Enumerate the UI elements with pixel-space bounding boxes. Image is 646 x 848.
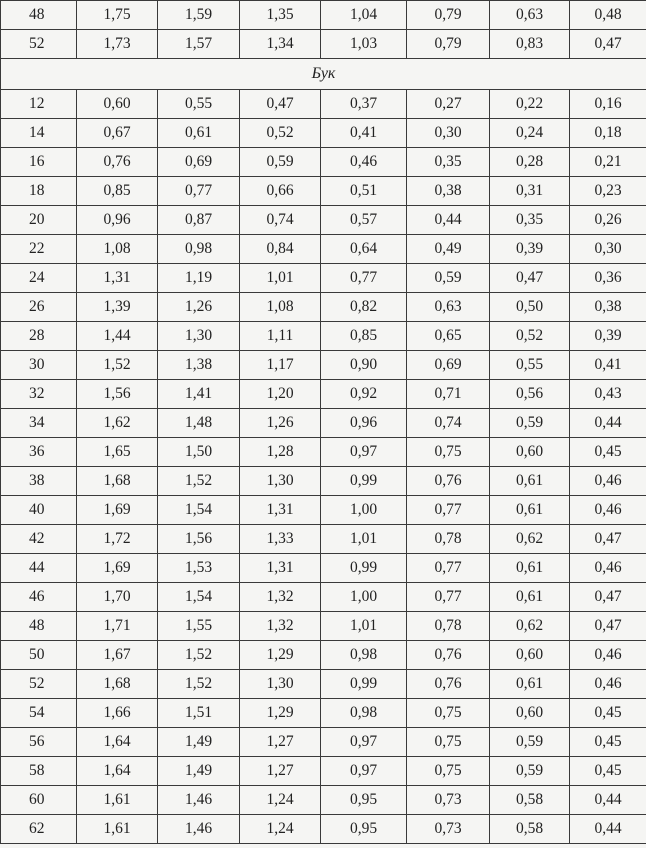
table-cell: 1,30: [158, 322, 240, 351]
table-cell: 0,21: [570, 148, 646, 177]
table-cell: 1,19: [158, 264, 240, 293]
table-cell: 48: [1, 1, 77, 30]
table-row: [1, 293, 646, 322]
table-cell: 0,77: [407, 583, 490, 612]
table-row: [1, 786, 646, 815]
table-cell: 0,37: [321, 90, 407, 119]
table-cell: 30: [1, 351, 77, 380]
table-cell: 0,90: [321, 351, 407, 380]
table-cell: 1,38: [158, 351, 240, 380]
table-cell: 1,35: [240, 1, 321, 30]
table-cell: 0,71: [407, 380, 490, 409]
table-cell: 0,26: [570, 206, 646, 235]
table-cell: 0,75: [407, 438, 490, 467]
table-cell: 1,00: [321, 496, 407, 525]
table-cell: 0,31: [490, 177, 570, 206]
table-cell: 0,66: [240, 177, 321, 206]
table-cell: 1,64: [77, 757, 158, 786]
table-cell: 1,27: [240, 728, 321, 757]
table-cell: 22: [1, 235, 77, 264]
table-cell: 0,56: [490, 380, 570, 409]
table-cell: 0,50: [490, 293, 570, 322]
table-cell: 0,62: [490, 612, 570, 641]
table-cell: 0,60: [490, 699, 570, 728]
table-cell: 0,67: [77, 119, 158, 148]
table-cell: 1,31: [240, 496, 321, 525]
table-cell: 1,41: [158, 380, 240, 409]
table-cell: 24: [1, 264, 77, 293]
table-cell: 0,76: [407, 641, 490, 670]
table-cell: 1,61: [77, 786, 158, 815]
table-cell: 0,30: [407, 119, 490, 148]
table-cell: 0,99: [321, 554, 407, 583]
table-cell: 0,61: [490, 496, 570, 525]
table-cell: 1,62: [77, 409, 158, 438]
table-cell: 0,75: [407, 728, 490, 757]
table-cell: 0,97: [321, 757, 407, 786]
table-row: [1, 438, 646, 467]
table-row: [1, 264, 646, 293]
table-cell: 42: [1, 525, 77, 554]
table-row: [1, 177, 646, 206]
table-cell: 0,16: [570, 90, 646, 119]
table-cell: 1,01: [321, 525, 407, 554]
table-cell: 0,44: [570, 409, 646, 438]
table-cell: 1,26: [240, 409, 321, 438]
table-cell: 12: [1, 90, 77, 119]
table-cell: 1,29: [240, 641, 321, 670]
table-cell: 0,77: [321, 264, 407, 293]
table-cell: 0,76: [407, 467, 490, 496]
table-cell: 0,23: [570, 177, 646, 206]
table-body: [1, 1, 646, 844]
table-cell: 0,61: [490, 554, 570, 583]
table-cell: 0,57: [321, 206, 407, 235]
table-cell: 0,47: [570, 30, 646, 59]
table-cell: 0,98: [158, 235, 240, 264]
table-cell: 0,46: [570, 467, 646, 496]
table-row: [1, 90, 646, 119]
table-cell: 1,72: [77, 525, 158, 554]
table-cell: 0,61: [490, 467, 570, 496]
table-row: [1, 235, 646, 264]
table-cell: 1,71: [77, 612, 158, 641]
table-cell: 0,49: [407, 235, 490, 264]
table-cell: 1,75: [77, 1, 158, 30]
table-cell: 0,35: [490, 206, 570, 235]
table-cell: 0,85: [321, 322, 407, 351]
table-cell: 0,95: [321, 786, 407, 815]
table-cell: 1,48: [158, 409, 240, 438]
table-cell: 0,55: [158, 90, 240, 119]
table-cell: 18: [1, 177, 77, 206]
table-cell: 1,68: [77, 467, 158, 496]
table-cell: 0,74: [407, 409, 490, 438]
table-cell: 58: [1, 757, 77, 786]
table-cell: 0,97: [321, 728, 407, 757]
table-row: [1, 30, 646, 59]
table-cell: 46: [1, 583, 77, 612]
table-row: [1, 148, 646, 177]
table-cell: 0,59: [490, 757, 570, 786]
table-cell: 0,76: [77, 148, 158, 177]
table-cell: 0,36: [570, 264, 646, 293]
table-cell: 0,98: [321, 641, 407, 670]
table-cell: 1,52: [158, 467, 240, 496]
table-row: [1, 670, 646, 699]
table-cell: 0,79: [407, 1, 490, 30]
table-cell: 0,92: [321, 380, 407, 409]
table-row: [1, 641, 646, 670]
table-cell: 1,46: [158, 786, 240, 815]
table-cell: 0,84: [240, 235, 321, 264]
table-row: [1, 322, 646, 351]
table-cell: 1,54: [158, 496, 240, 525]
table-cell: 0,60: [490, 641, 570, 670]
table-cell: 0,45: [570, 728, 646, 757]
table-cell: 1,46: [158, 815, 240, 844]
table-cell: 0,27: [407, 90, 490, 119]
table-cell: 0,47: [570, 525, 646, 554]
table-cell: 1,04: [321, 1, 407, 30]
table-cell: 1,61: [77, 815, 158, 844]
table-row: [1, 757, 646, 786]
table-cell: 0,99: [321, 670, 407, 699]
table-cell: 1,26: [158, 293, 240, 322]
table-cell: 1,28: [240, 438, 321, 467]
table-cell: 1,49: [158, 728, 240, 757]
table-cell: 1,32: [240, 612, 321, 641]
table-cell: 1,29: [240, 699, 321, 728]
table-cell: 1,01: [240, 264, 321, 293]
table-cell: 0,62: [490, 525, 570, 554]
table-cell: 1,11: [240, 322, 321, 351]
table-cell: 1,52: [158, 670, 240, 699]
table-cell: 1,55: [158, 612, 240, 641]
table-cell: 1,57: [158, 30, 240, 59]
table-row: [1, 1, 646, 30]
table-cell: 1,52: [77, 351, 158, 380]
table-row: [1, 409, 646, 438]
table-cell: 0,77: [158, 177, 240, 206]
table-row: [1, 525, 646, 554]
table-cell: 26: [1, 293, 77, 322]
table-cell: 0,45: [570, 757, 646, 786]
table-cell: 1,49: [158, 757, 240, 786]
table-row: [1, 351, 646, 380]
table-cell: 20: [1, 206, 77, 235]
table-cell: 32: [1, 380, 77, 409]
table-cell: 0,76: [407, 670, 490, 699]
table-cell: 0,60: [77, 90, 158, 119]
table-cell: 52: [1, 670, 77, 699]
table-cell: 14: [1, 119, 77, 148]
table-cell: 1,27: [240, 757, 321, 786]
table-cell: 1,24: [240, 786, 321, 815]
table-row: [1, 699, 646, 728]
table-cell: 0,73: [407, 786, 490, 815]
table-cell: 0,58: [490, 786, 570, 815]
table-cell: 1,30: [240, 467, 321, 496]
table-cell: 0,59: [407, 264, 490, 293]
table-cell: 1,30: [240, 670, 321, 699]
table-cell: 0,63: [407, 293, 490, 322]
table-cell: 0,77: [407, 554, 490, 583]
table-cell: 1,51: [158, 699, 240, 728]
table-cell: 0,38: [570, 293, 646, 322]
table-cell: 1,20: [240, 380, 321, 409]
table-cell: 0,65: [407, 322, 490, 351]
table-cell: 0,95: [321, 815, 407, 844]
table-cell: 36: [1, 438, 77, 467]
table-cell: 0,41: [321, 119, 407, 148]
table-cell: 0,44: [570, 815, 646, 844]
table-cell: 0,55: [490, 351, 570, 380]
table-cell: 0,69: [158, 148, 240, 177]
table-cell: 1,56: [77, 380, 158, 409]
table-cell: 0,83: [490, 30, 570, 59]
table-row: [1, 554, 646, 583]
table-cell: 1,59: [158, 1, 240, 30]
table-cell: 0,30: [570, 235, 646, 264]
table-cell: 0,47: [570, 583, 646, 612]
table-cell: 0,45: [570, 699, 646, 728]
table-cell: 0,44: [570, 786, 646, 815]
table-cell: 0,78: [407, 525, 490, 554]
table-cell: 0,46: [570, 554, 646, 583]
table-cell: 0,52: [240, 119, 321, 148]
table-cell: 1,70: [77, 583, 158, 612]
table-cell: 0,39: [490, 235, 570, 264]
table-row: [1, 380, 646, 409]
table-cell: 0,61: [158, 119, 240, 148]
table-cell: 0,79: [407, 30, 490, 59]
table-cell: 34: [1, 409, 77, 438]
table-cell: 1,56: [158, 525, 240, 554]
table-cell: 1,01: [321, 612, 407, 641]
table-cell: 0,58: [490, 815, 570, 844]
table-cell: 0,61: [490, 583, 570, 612]
table-cell: 0,46: [570, 496, 646, 525]
table-cell: 0,78: [407, 612, 490, 641]
table-cell: 52: [1, 30, 77, 59]
table-cell: 0,98: [321, 699, 407, 728]
table-cell: 1,08: [77, 235, 158, 264]
table-cell: 0,82: [321, 293, 407, 322]
table-cell: 1,69: [77, 496, 158, 525]
table-cell: 0,73: [407, 815, 490, 844]
table-cell: 28: [1, 322, 77, 351]
table-cell: 50: [1, 641, 77, 670]
table-cell: 40: [1, 496, 77, 525]
table-cell: 0,46: [321, 148, 407, 177]
table-cell: 0,77: [407, 496, 490, 525]
table-cell: 1,17: [240, 351, 321, 380]
table-cell: 0,47: [570, 612, 646, 641]
table-cell: 0,69: [407, 351, 490, 380]
table-cell: 56: [1, 728, 77, 757]
table-cell: 0,75: [407, 699, 490, 728]
table-cell: 0,96: [321, 409, 407, 438]
table-cell: 1,39: [77, 293, 158, 322]
table-cell: 1,73: [77, 30, 158, 59]
table-cell: 0,46: [570, 670, 646, 699]
table-cell: 0,97: [321, 438, 407, 467]
table-cell: 0,51: [321, 177, 407, 206]
table-cell: 0,22: [490, 90, 570, 119]
table-cell: 1,31: [77, 264, 158, 293]
table-cell: 0,60: [490, 438, 570, 467]
table-cell: 0,39: [570, 322, 646, 351]
table-cell: 1,67: [77, 641, 158, 670]
table-cell: 0,45: [570, 438, 646, 467]
table-cell: 1,65: [77, 438, 158, 467]
table-cell: 0,46: [570, 641, 646, 670]
table-cell: 1,44: [77, 322, 158, 351]
table-cell: 48: [1, 612, 77, 641]
table-cell: 0,48: [570, 1, 646, 30]
table-cell: 0,96: [77, 206, 158, 235]
table-row: [1, 728, 646, 757]
table-cell: 0,61: [490, 670, 570, 699]
table-row: [1, 496, 646, 525]
table-cell: 60: [1, 786, 77, 815]
table-cell: 1,50: [158, 438, 240, 467]
table-row: [1, 467, 646, 496]
table-cell: 62: [1, 815, 77, 844]
table-cell: 1,32: [240, 583, 321, 612]
table-cell: 0,64: [321, 235, 407, 264]
table-cell: 38: [1, 467, 77, 496]
table-cell: 0,47: [490, 264, 570, 293]
table-cell: 0,18: [570, 119, 646, 148]
table-cell: 1,31: [240, 554, 321, 583]
table-cell: 0,24: [490, 119, 570, 148]
table-cell: 0,74: [240, 206, 321, 235]
section-label: Бук: [1, 59, 646, 90]
table-row: [1, 583, 646, 612]
table-cell: 0,59: [490, 409, 570, 438]
table-cell: 0,28: [490, 148, 570, 177]
table-cell: 0,52: [490, 322, 570, 351]
table-cell: 1,00: [321, 583, 407, 612]
table-cell: 1,33: [240, 525, 321, 554]
table-cell: 1,69: [77, 554, 158, 583]
table-row: [1, 119, 646, 148]
table-cell: 16: [1, 148, 77, 177]
table-cell: 0,43: [570, 380, 646, 409]
table-cell: 0,63: [490, 1, 570, 30]
table-cell: 0,41: [570, 351, 646, 380]
table-cell: 1,66: [77, 699, 158, 728]
table-row: [1, 612, 646, 641]
table-cell: 0,87: [158, 206, 240, 235]
table-cell: 1,24: [240, 815, 321, 844]
table-cell: 0,75: [407, 757, 490, 786]
table-row: [1, 815, 646, 844]
table-cell: 1,53: [158, 554, 240, 583]
table-cell: 54: [1, 699, 77, 728]
table-cell: 0,59: [490, 728, 570, 757]
table-cell: 0,35: [407, 148, 490, 177]
table-cell: 44: [1, 554, 77, 583]
table-cell: 1,54: [158, 583, 240, 612]
table-cell: 0,59: [240, 148, 321, 177]
table-cell: 0,85: [77, 177, 158, 206]
table-cell: 0,99: [321, 467, 407, 496]
table-cell: 1,68: [77, 670, 158, 699]
table-cell: 0,47: [240, 90, 321, 119]
section-header-row: [1, 59, 646, 90]
table-row: [1, 206, 646, 235]
table-cell: 1,08: [240, 293, 321, 322]
table-cell: 1,64: [77, 728, 158, 757]
table-cell: 1,52: [158, 641, 240, 670]
table-cell: 0,44: [407, 206, 490, 235]
table-cell: 0,38: [407, 177, 490, 206]
table-cell: 1,34: [240, 30, 321, 59]
table-cell: 1,03: [321, 30, 407, 59]
